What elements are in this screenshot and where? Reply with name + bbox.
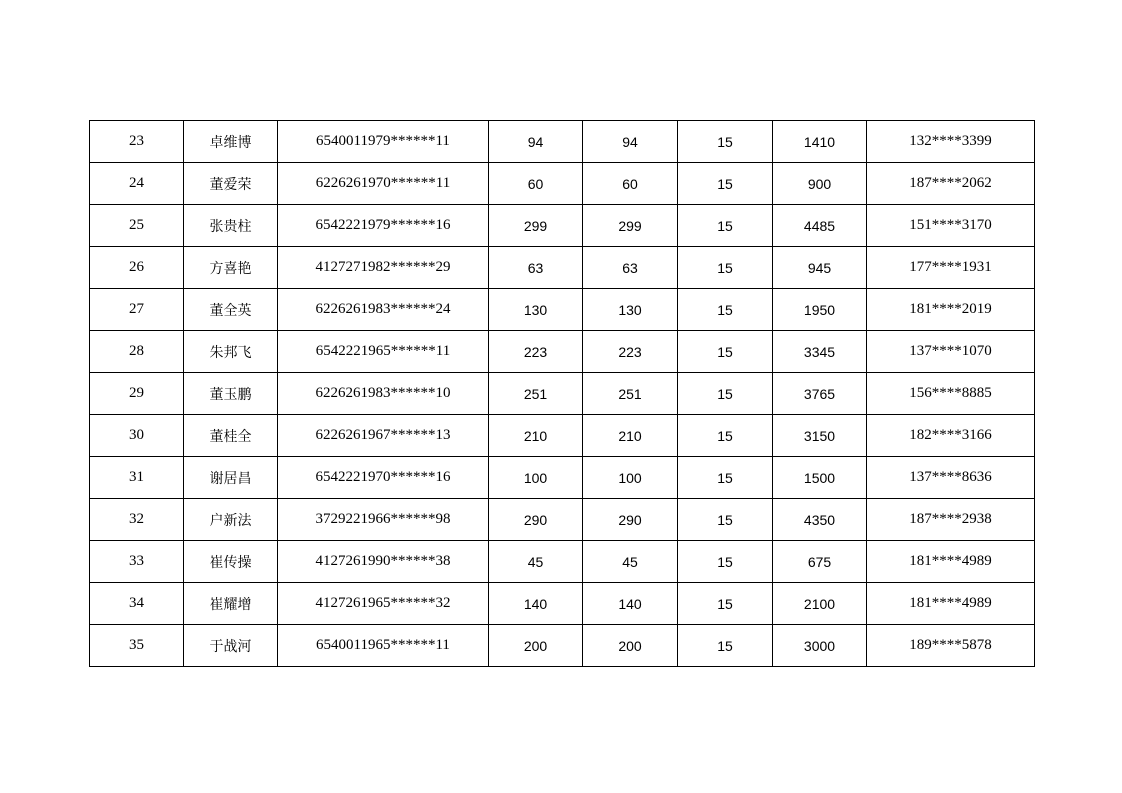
row-number-cell: 24 [90,163,184,205]
rate-cell: 15 [678,541,773,583]
value-2-cell: 94 [583,121,678,163]
value-1-cell: 100 [489,457,583,499]
id-number-cell: 6226261983******10 [278,373,489,415]
value-2-cell: 299 [583,205,678,247]
value-2-cell: 63 [583,247,678,289]
row-number-cell: 33 [90,541,184,583]
phone-cell: 187****2938 [867,499,1035,541]
name-cell: 卓维博 [184,121,278,163]
row-number-cell: 29 [90,373,184,415]
id-number-cell: 6542221965******11 [278,331,489,373]
row-number-cell: 31 [90,457,184,499]
data-table [89,120,1035,667]
row-number-cell: 35 [90,625,184,667]
row-number-cell: 26 [90,247,184,289]
id-number-cell: 6540011979******11 [278,121,489,163]
name-cell: 张贵柱 [184,205,278,247]
amount-cell: 1410 [773,121,867,163]
amount-cell: 4485 [773,205,867,247]
phone-cell: 181****4989 [867,583,1035,625]
id-number-cell: 6226261967******13 [278,415,489,457]
table-row [90,163,1035,205]
phone-cell: 189****5878 [867,625,1035,667]
value-2-cell: 100 [583,457,678,499]
table-row [90,415,1035,457]
table-row [90,373,1035,415]
amount-cell: 3765 [773,373,867,415]
phone-cell: 137****8636 [867,457,1035,499]
value-1-cell: 210 [489,415,583,457]
rate-cell: 15 [678,121,773,163]
phone-cell: 156****8885 [867,373,1035,415]
value-1-cell: 130 [489,289,583,331]
rate-cell: 15 [678,205,773,247]
amount-cell: 4350 [773,499,867,541]
name-cell: 董全英 [184,289,278,331]
rate-cell: 15 [678,289,773,331]
table-body [90,121,1035,667]
row-number-cell: 23 [90,121,184,163]
phone-cell: 182****3166 [867,415,1035,457]
amount-cell: 3150 [773,415,867,457]
name-cell: 董玉鹏 [184,373,278,415]
table-row [90,457,1035,499]
value-2-cell: 210 [583,415,678,457]
amount-cell: 900 [773,163,867,205]
id-number-cell: 6540011965******11 [278,625,489,667]
name-cell: 谢居昌 [184,457,278,499]
name-cell: 董爱荣 [184,163,278,205]
phone-cell: 132****3399 [867,121,1035,163]
rate-cell: 15 [678,625,773,667]
rate-cell: 15 [678,415,773,457]
value-2-cell: 290 [583,499,678,541]
id-number-cell: 4127261965******32 [278,583,489,625]
id-number-cell: 6542221970******16 [278,457,489,499]
value-1-cell: 60 [489,163,583,205]
row-number-cell: 25 [90,205,184,247]
amount-cell: 2100 [773,583,867,625]
name-cell: 董桂全 [184,415,278,457]
rate-cell: 15 [678,373,773,415]
id-number-cell: 3729221966******98 [278,499,489,541]
rate-cell: 15 [678,457,773,499]
row-number-cell: 32 [90,499,184,541]
row-number-cell: 28 [90,331,184,373]
name-cell: 崔耀增 [184,583,278,625]
row-number-cell: 30 [90,415,184,457]
id-number-cell: 4127261990******38 [278,541,489,583]
phone-cell: 151****3170 [867,205,1035,247]
phone-cell: 137****1070 [867,331,1035,373]
table-row [90,205,1035,247]
phone-cell: 187****2062 [867,163,1035,205]
id-number-cell: 6226261970******11 [278,163,489,205]
amount-cell: 945 [773,247,867,289]
value-1-cell: 223 [489,331,583,373]
amount-cell: 1500 [773,457,867,499]
value-2-cell: 200 [583,625,678,667]
value-1-cell: 94 [489,121,583,163]
table-row [90,331,1035,373]
value-1-cell: 290 [489,499,583,541]
phone-cell: 177****1931 [867,247,1035,289]
table-row [90,247,1035,289]
value-1-cell: 45 [489,541,583,583]
amount-cell: 1950 [773,289,867,331]
value-1-cell: 63 [489,247,583,289]
amount-cell: 3345 [773,331,867,373]
id-number-cell: 6226261983******24 [278,289,489,331]
amount-cell: 675 [773,541,867,583]
value-2-cell: 251 [583,373,678,415]
rate-cell: 15 [678,331,773,373]
name-cell: 方喜艳 [184,247,278,289]
value-2-cell: 130 [583,289,678,331]
name-cell: 崔传操 [184,541,278,583]
rate-cell: 15 [678,163,773,205]
table-row [90,289,1035,331]
table-row [90,541,1035,583]
phone-cell: 181****4989 [867,541,1035,583]
phone-cell: 181****2019 [867,289,1035,331]
value-2-cell: 60 [583,163,678,205]
table-row [90,499,1035,541]
value-1-cell: 200 [489,625,583,667]
value-2-cell: 140 [583,583,678,625]
table-row [90,121,1035,163]
name-cell: 朱邦飞 [184,331,278,373]
rate-cell: 15 [678,583,773,625]
rate-cell: 15 [678,499,773,541]
row-number-cell: 34 [90,583,184,625]
id-number-cell: 4127271982******29 [278,247,489,289]
value-2-cell: 223 [583,331,678,373]
value-1-cell: 251 [489,373,583,415]
amount-cell: 3000 [773,625,867,667]
table-row [90,625,1035,667]
row-number-cell: 27 [90,289,184,331]
value-1-cell: 140 [489,583,583,625]
name-cell: 户新法 [184,499,278,541]
value-2-cell: 45 [583,541,678,583]
id-number-cell: 6542221979******16 [278,205,489,247]
rate-cell: 15 [678,247,773,289]
value-1-cell: 299 [489,205,583,247]
name-cell: 于战河 [184,625,278,667]
table-row [90,583,1035,625]
